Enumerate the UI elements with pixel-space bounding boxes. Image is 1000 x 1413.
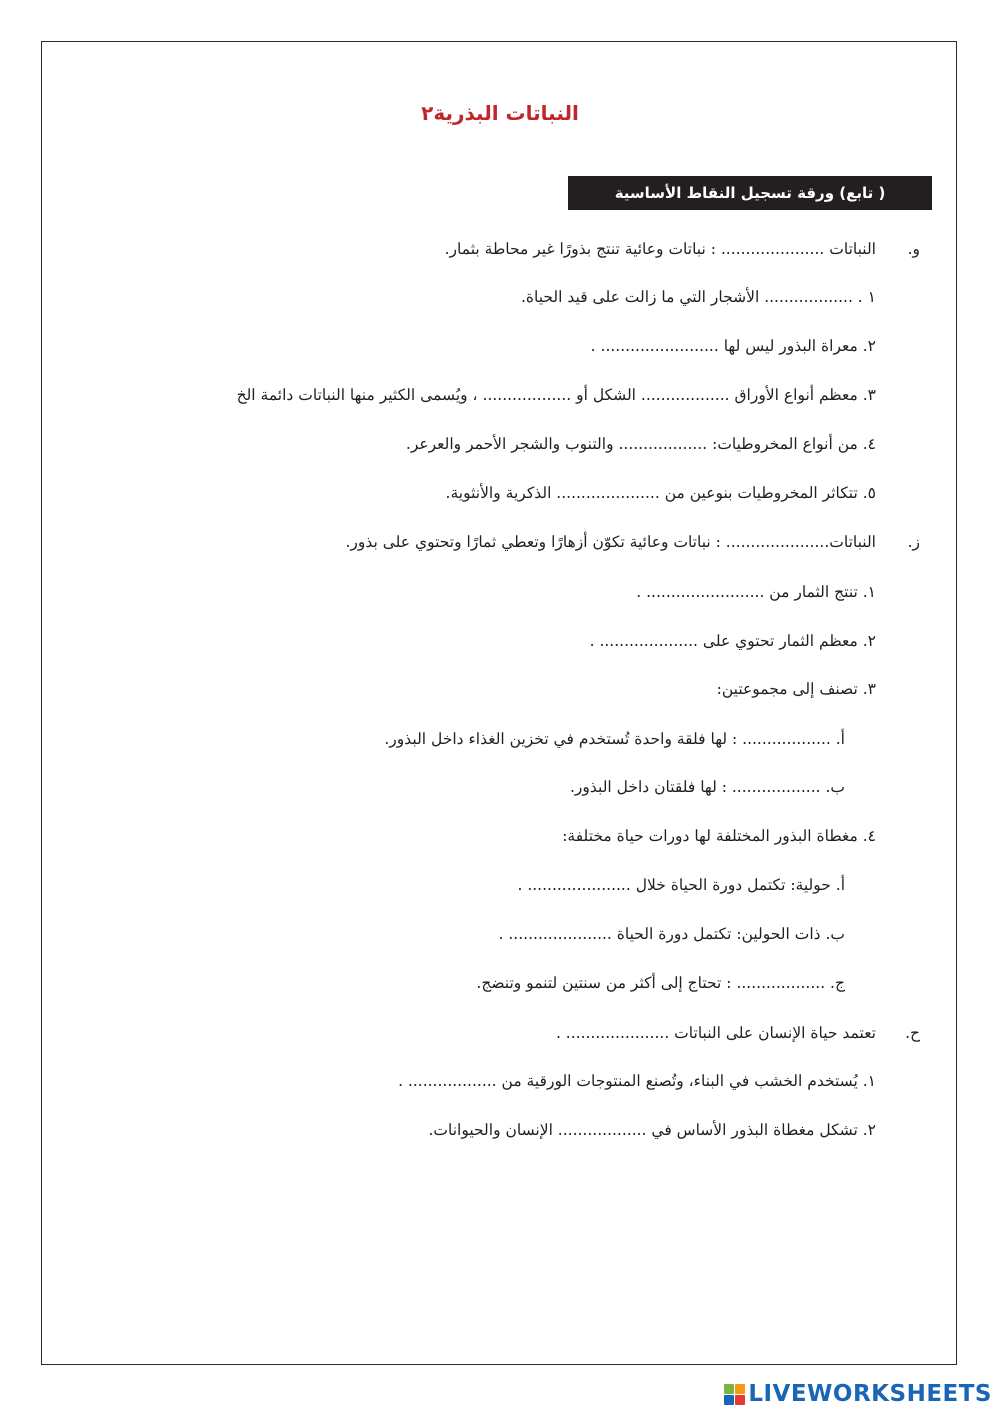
section-z-cycle-c: ج. .................. : تحتاج إلى أكثر من سنتين لتنمو وتنضج. (476, 974, 845, 992)
section-w-item-2: ٢. معراة البذور ليس لها ........................ . (590, 337, 876, 355)
section-w-item-1: ١ . .................. الأشجار التي ما زالت على قيد الحياة. (520, 288, 876, 306)
section-z-item-1: ١. تنتج الثمار من ........................ . (636, 583, 876, 601)
section-z-text: النباتات..................... : نباتات وعائية تكوّن أزهارًا وتعطي ثمارًا وتحتوي على بذور. (345, 533, 876, 551)
section-h-item-2: ٢. تشكل مغطاة البذور الأساس في .................. الإنسان والحيوانات. (428, 1121, 876, 1139)
section-banner: ( تابع) ورقة تسجيل النقاط الأساسية (568, 176, 932, 210)
section-w-marker: و. (907, 240, 920, 258)
liveworksheets-brand[interactable] (724, 1381, 992, 1407)
section-z-item-3: ٣. تصنف إلى مجموعتين: (716, 680, 876, 698)
section-z-class-a: أ. .................. : لها فلقة واحدة تُستخدم في تخزين الغذاء داخل البذور. (384, 730, 845, 748)
section-z-marker: ز. (907, 533, 920, 551)
section-w-item-3: ٣. معظم أنواع الأوراق .................. الشكل أو .................. ، ويُسمى الكثير منها النباتات دائمة الخ (236, 386, 876, 404)
liveworksheets-logo-icon (724, 1384, 745, 1405)
section-h-text: تعتمد حياة الإنسان على النباتات ..................... . (555, 1024, 876, 1042)
liveworksheets-wordmark: LIVEWORKSHEETS (748, 1381, 992, 1407)
worksheet-title: النباتات البذرية٢ (421, 101, 579, 125)
section-w-item-4: ٤. من أنواع المخروطيات: .................. والتنوب والشجر الأحمر والعرعر. (405, 435, 876, 453)
section-h-item-1: ١. يُستخدم الخشب في البناء، وتُصنع المنتوجات الورقية من .................. . (398, 1072, 876, 1090)
section-w-item-5: ٥. تتكاثر المخروطيات بنوعين من ..................... الذكرية والأنثوية. (445, 484, 876, 502)
section-z-cycle-b: ب. ذات الحولين: تكتمل دورة الحياة ..................... . (498, 925, 845, 943)
section-z-item-2: ٢. معظم الثمار تحتوي على .................... . (589, 632, 876, 650)
section-z-cycles-heading: ٤. مغطاة البذور المختلفة لها دورات حياة مختلفة: (562, 827, 876, 845)
section-w-text: النباتات ..................... : نباتات وعائية تنتج بذورًا غير محاطة بثمار. (444, 240, 876, 258)
section-z-class-b: ب. .................. : لها فلقتان داخل البذور. (569, 778, 845, 796)
section-h-marker: ح. (905, 1024, 920, 1042)
section-z-cycle-a: أ. حولية: تكتمل دورة الحياة خلال ..................... . (517, 876, 845, 894)
